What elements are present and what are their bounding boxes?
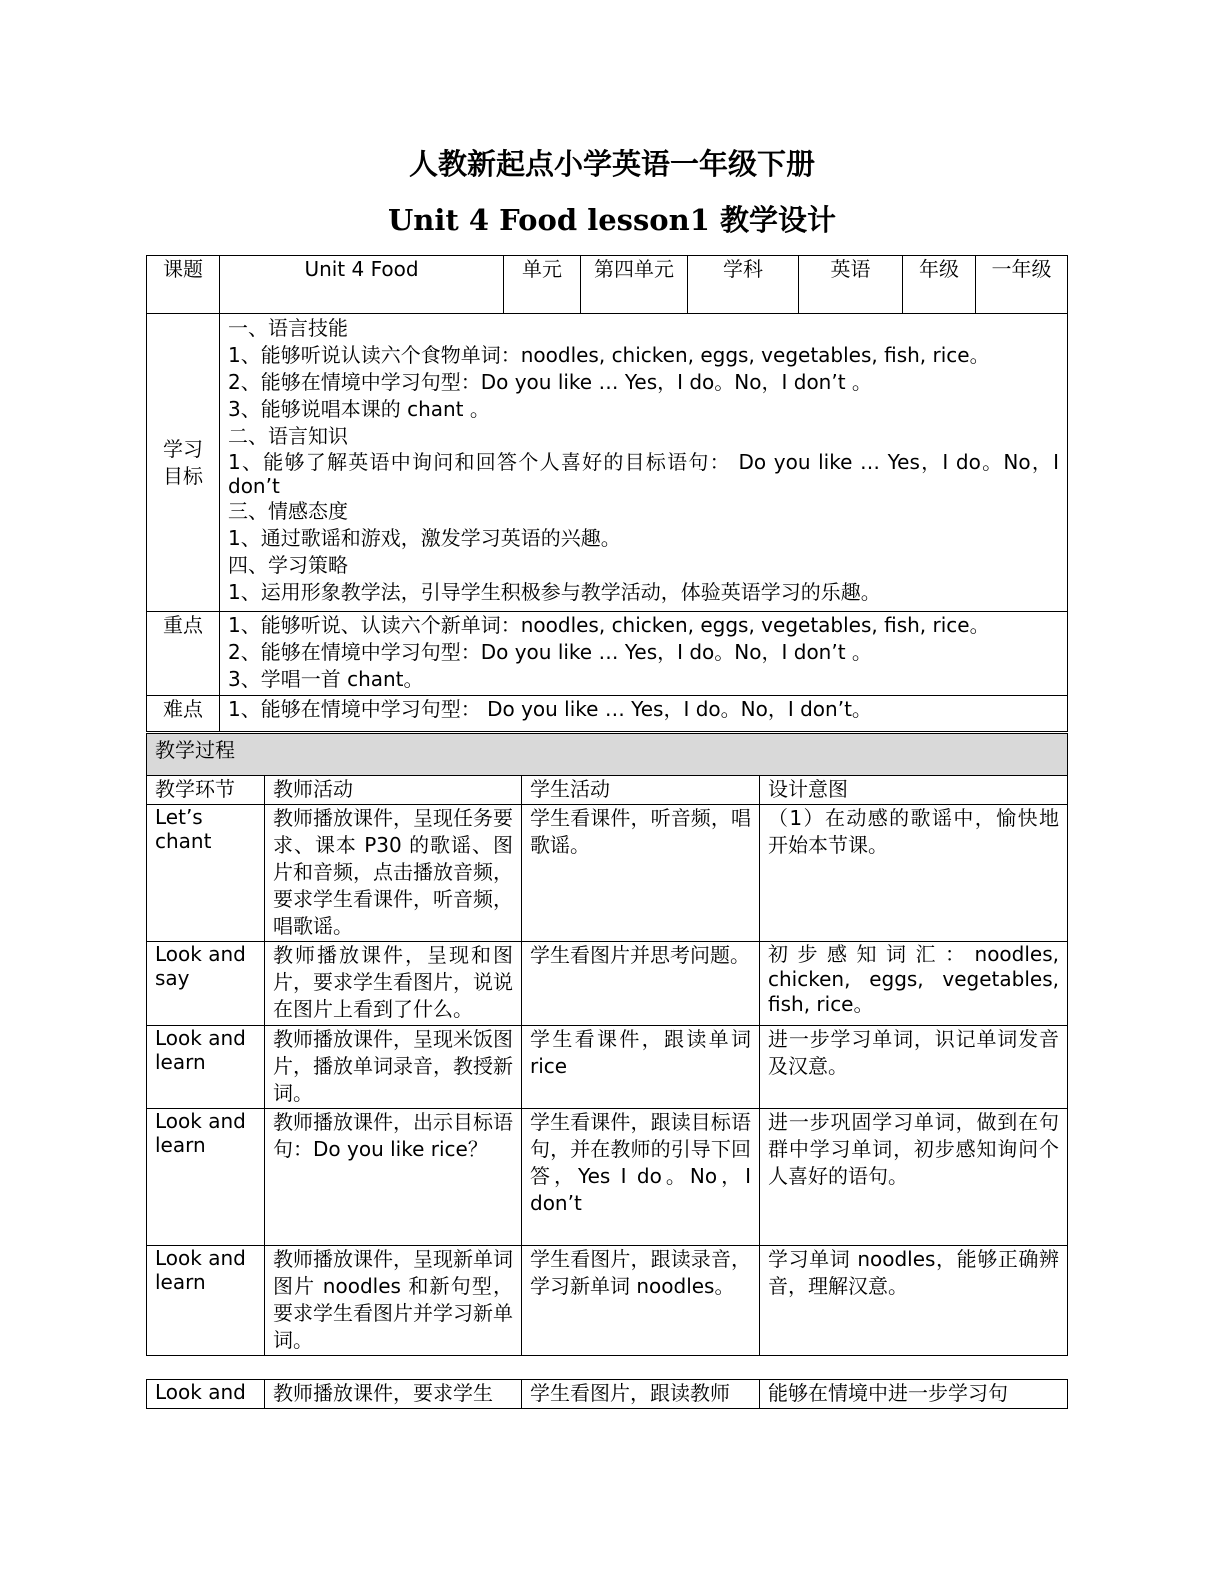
objective-line: 1、通过歌谣和游戏，激发学习英语的兴趣。 <box>228 526 621 550</box>
teacher-activity-cell: 教师播放课件，要求学生 <box>265 1380 522 1409</box>
unit-value: 第四单元 <box>581 256 688 314</box>
objective-line: 1、能够了解英语中询问和回答个人喜好的目标语句： Do you like … Yes，I do。No，I don’t <box>228 450 1059 498</box>
teacher-activity-cell: 教师播放课件，呈现新单词图片 noodles 和新句型，要求学生看图片并学习新单词。 <box>265 1246 522 1356</box>
subject-label: 学科 <box>688 256 799 314</box>
table-row <box>147 805 1068 942</box>
student-activity-cell: 学生看课件，跟读单词 rice <box>522 1026 760 1109</box>
grade-label: 年级 <box>903 256 976 314</box>
objective-line: 1、运用形象教学法，引导学生积极参与教学活动，体验英语学习的乐趣。 <box>228 580 881 604</box>
objective-line: 1、能够听说认读六个食物单词：noodles, chicken, eggs, vegetables, fish, rice。 <box>228 343 990 367</box>
difficulty-content: 1、能够在情境中学习句型： Do you like … Yes，I do。No，I don’t。 <box>220 696 1068 732</box>
student-activity-cell: 学生看课件，听音频，唱歌谣。 <box>522 805 760 942</box>
lesson-info-table <box>146 255 1068 732</box>
document-title: 人教新起点小学英语一年级下册 <box>408 147 815 181</box>
key-points-content <box>220 612 1068 696</box>
key-points-row <box>147 612 1068 696</box>
objective-line: 二、语言知识 <box>228 424 348 448</box>
objective-line: 三、情感态度 <box>228 499 348 523</box>
student-activity-cell: 学生看课件，跟读目标语句，并在教师的引导下回答，Yes I do。No，I don’t <box>522 1109 760 1246</box>
difficulty-row <box>147 696 1068 732</box>
objective-line: 一、语言技能 <box>228 316 348 340</box>
table-row <box>147 1026 1068 1109</box>
design-intent-cell: 学习单词 noodles，能够正确辨音，理解汉意。 <box>760 1246 1068 1356</box>
student-activity-cell: 学生看图片，跟读录音，学习新单词 noodles。 <box>522 1246 760 1356</box>
topic-label: 课题 <box>147 256 220 314</box>
process-header-row <box>147 734 1068 776</box>
key-point-line: 1、能够听说、认读六个新单词：noodles, chicken, eggs, vegetables, fish, rice。 <box>228 613 990 637</box>
column-header-stage: 教学环节 <box>147 776 265 805</box>
process-header: 教学过程 <box>147 734 1068 776</box>
key-point-line: 2、能够在情境中学习句型：Do you like … Yes，I do。No，I don’t 。 <box>228 640 872 664</box>
student-activity-cell: 学生看图片，跟读教师 <box>522 1380 760 1409</box>
table-row <box>147 1380 1068 1409</box>
unit-label: 单元 <box>504 256 581 314</box>
column-header-student: 学生活动 <box>522 776 760 805</box>
teacher-activity-cell: 教师播放课件，呈现任务要求、课本 P30 的歌谣、图片和音频，点击播放音频，要求学生看课件，听音频，唱歌谣。 <box>265 805 522 942</box>
grade-value: 一年级 <box>976 256 1068 314</box>
stage-cell: Look and say <box>147 942 265 1026</box>
design-intent-cell: 进一步巩固学习单词，做到在句群中学习单词，初步感知询问个人喜好的语句。 <box>760 1109 1068 1246</box>
key-points-label: 重点 <box>147 612 220 696</box>
design-intent-cell: 进一步学习单词，识记单词发音及汉意。 <box>760 1026 1068 1109</box>
teacher-activity-cell: 教师播放课件，呈现和图片，要求学生看图片，说说在图片上看到了什么。 <box>265 942 522 1026</box>
topic-value: Unit 4 Food <box>220 256 504 314</box>
teacher-activity-cell: 教师播放课件，呈现米饭图片，播放单词录音，教授新词。 <box>265 1026 522 1109</box>
objectives-content <box>220 314 1068 612</box>
column-header-teacher: 教师活动 <box>265 776 522 805</box>
objectives-row <box>147 314 1068 612</box>
objective-line: 2、能够在情境中学习句型：Do you like … Yes，I do。No，I don’t 。 <box>228 370 872 394</box>
table-row <box>147 1109 1068 1246</box>
student-activity-cell: 学生看图片并思考问题。 <box>522 942 760 1026</box>
document-subtitle: Unit 4 Food lesson1 教学设计 <box>387 203 837 237</box>
table-row <box>147 942 1068 1026</box>
teaching-process-continuation <box>146 1379 1068 1409</box>
key-point-line: 3、学唱一首 chant。 <box>228 667 424 691</box>
subject-value: 英语 <box>799 256 903 314</box>
objective-line: 四、学习策略 <box>228 553 348 577</box>
design-intent-cell: （1）在动感的歌谣中，愉快地开始本节课。 <box>760 805 1068 942</box>
stage-cell: Look and learn <box>147 1026 265 1109</box>
info-row <box>147 256 1068 314</box>
objective-line: 3、能够说唱本课的 chant 。 <box>228 397 490 421</box>
stage-cell: Look and learn <box>147 1109 265 1246</box>
design-intent-cell: 能够在情境中进一步学习句 <box>760 1380 1068 1409</box>
column-header-intent: 设计意图 <box>760 776 1068 805</box>
teaching-process-table <box>146 733 1068 1356</box>
stage-cell: Look and learn <box>147 1246 265 1356</box>
difficulty-label: 难点 <box>147 696 220 732</box>
objectives-label: 学习目标 <box>147 314 220 612</box>
stage-cell: Let’s chant <box>147 805 265 942</box>
process-columns-row <box>147 776 1068 805</box>
teacher-activity-cell: 教师播放课件，出示目标语句：Do you like rice？ <box>265 1109 522 1246</box>
stage-cell: Look and <box>147 1380 265 1409</box>
table-row <box>147 1246 1068 1356</box>
design-intent-cell: 初步感知词汇：noodles, chicken, eggs, vegetables, fish, rice。 <box>760 942 1068 1026</box>
